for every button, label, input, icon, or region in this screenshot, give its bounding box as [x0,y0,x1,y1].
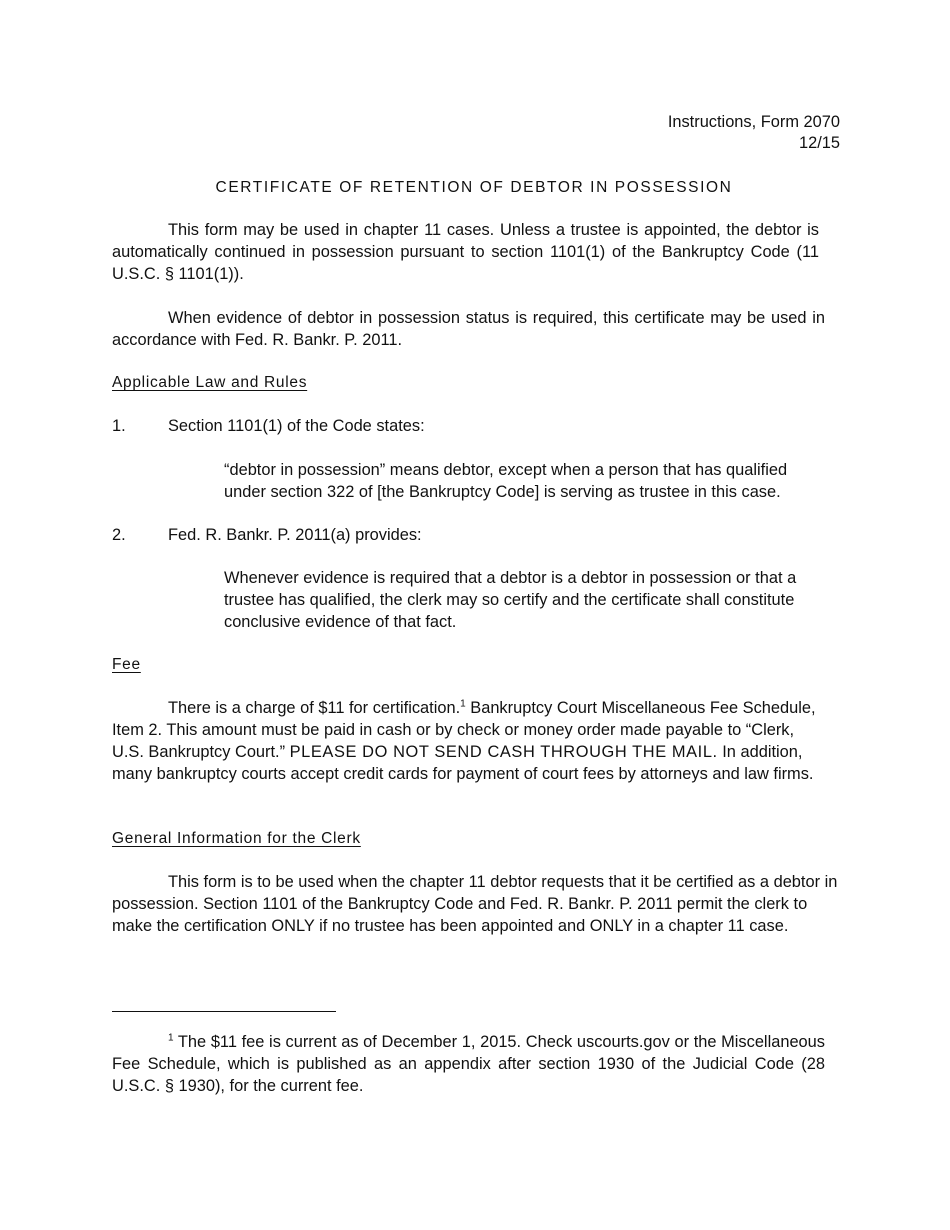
document-title: CERTIFICATE OF RETENTION OF DEBTOR IN POSSESSION [215,179,733,196]
form-date: 12/15 [798,134,840,152]
item-1-number: 1. [112,417,126,435]
form-header [560,112,840,154]
fee-text-1: There is a charge of $11 for certification. [168,699,461,717]
item-1-quote: “debtor in possession” means debtor, except when a person that has qualified under section 322 of [the Bankruptcy Code] is serving as trustee in this case. [224,461,788,501]
intro-paragraph-2: When evidence of debtor in possession status is required, this certificate may be used in accordance with Fed. R. Bankr. P. 2011. [112,309,825,349]
fee-text-2: Bankruptcy Court Miscellaneous Fee Schedule, Item 2. This amount must be paid in cash or by check or money order made payable to “Clerk, U.S. Bankruptcy Court.” [112,699,816,761]
fee-warning: PLEASE DO NOT SEND CASH THROUGH THE MAIL. [289,743,718,761]
general-info-heading: General Information for the Clerk [112,830,361,847]
item-1-label: Section 1101(1) of the Code states: [168,417,425,435]
intro-paragraph-1: This form may be used in chapter 11 cases. Unless a trustee is appointed, the debtor is automatically continued in possession pursuant to section 1101(1) of the Bankruptcy Code (11 U.S.C. § 1101(1)). [112,221,819,283]
footnote-reference: 1 [460,698,466,710]
item-2-quote: Whenever evidence is required that a debtor is a debtor in possession or that a trustee has qualified, the clerk may so certify and the certificate shall constitute conclusive evidence of that fact. [224,569,797,631]
item-2-label: Fed. R. Bankr. P. 2011(a) provides: [168,526,422,544]
form-label: Instructions, Form 2070 [667,113,840,131]
fee-paragraph [112,697,828,785]
applicable-law-heading: Applicable Law and Rules [112,374,308,391]
footnote [112,1031,825,1097]
footnote-text: The $11 fee is current as of December 1, 2015. Check uscourts.gov or the Miscellaneous Fee Schedule, which is published as an appendix after section 1930 of the Judicial Code (28 U.S.C. § 1930), for the current fee. [112,1033,825,1095]
item-2-number: 2. [112,526,126,544]
general-info-paragraph: This form is to be used when the chapter 11 debtor requests that it be certified as a debtor in possession. Section 1101 of the Bankruptcy Code and Fed. R. Bankr. P. 2011 permit the clerk to make the certification ONLY if no trustee has been appointed and ONLY in a chapter 11 case. [112,873,838,935]
fee-text-3: In addition, many bankruptcy courts accept credit cards for payment of court fees by attorneys and law firms. [112,743,814,783]
fee-heading: Fee [112,656,141,673]
footnote-marker: 1 [168,1032,174,1044]
footnote-divider [112,1011,336,1012]
